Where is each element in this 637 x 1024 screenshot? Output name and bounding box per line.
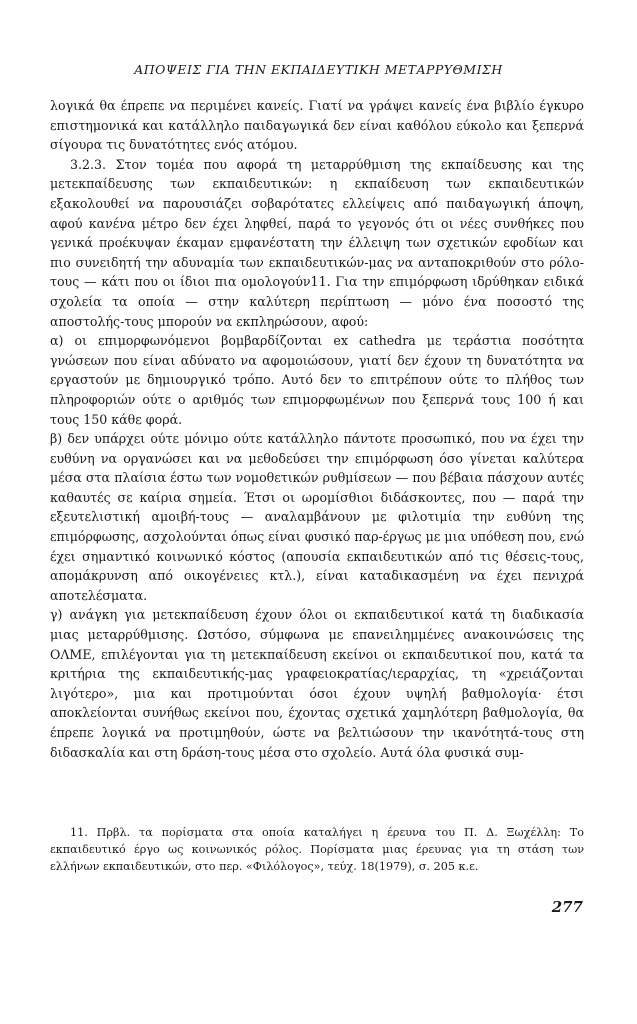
running-head: ΑΠΟΨΕΙΣ ΓΙΑ ΤΗΝ ΕΚΠΑΙΔΕΥΤΙΚΗ ΜΕΤΑΡΡΥΘΜΙΣΗ xyxy=(134,62,503,77)
body-text xyxy=(50,96,584,762)
paragraph-item-c: γ) ανάγκη για μετεκπαίδευση έχουν όλοι οι εκπαιδευτικοί κατά τη διαδικασία μιας μεταρρύθμισης. Ωστόσο, σύμφωνα με επανειλημμένες ανακοινώσεις της ΟΛΜΕ, επιλέγονται για τη μετεκπαίδευση εκείνοι οι εκπαιδευτικοί που, κατά τα κριτήρια της εκπαιδευτικής-μας γραφειοκρατίας/ιεραρχίας, τη «χρειάζονται λιγότερο», μια και προτιμούνται όσοι έχουν υψηλή βαθμολογία· έτσι αποκλείονται συνήθως εκείνοι που, έχοντας σχετικά χαμηλότερη βαθμολογία, θα έπρεπε λογικά να προτιμηθούν, ώστε να βελτιώσουν την ικανότητά-τους στη διδασκαλία και στη δράση-τους μέσα στο σχολείο. Αυτά όλα φυσικά συμ- xyxy=(50,607,584,760)
page-number: 277 xyxy=(551,898,583,916)
paragraph-item-a: α) οι επιμορφωνόμενοι βομβαρδίζονται ex cathedra με τεράστια ποσότητα γνώσεων που είναι αδύνατο να αφομοιώσουν, γιατί δεν έχουν τη δυνατότητα να εργαστούν με δημιουργικό τρόπο. Αυτό δεν το επιτρέπουν ούτε το πλήθος των πληροφοριών ούτε ο αριθμός των επιμορφωμένων που ξεπερνά τους 100 ή και τους 150 κάθε φορά. xyxy=(50,333,584,427)
paragraph-continuation: λογικά θα έπρεπε να περιμένει κανείς. Γιατί να γράψει κανείς ένα βιβλίο έγκυρο επιστημονικά και κατάλληλο παιδαγωγικά δεν είναι καθόλου εύκολο και ξεπερνά σίγουρα τις δυνατότητες ενός ατόμου. xyxy=(50,98,584,153)
paragraph-section-3-2-3: 3.2.3. Στον τομέα που αφορά τη μεταρρύθμιση της εκπαίδευσης και της μετεκπαίδευσης των εκπαιδευτικών: η εκπαίδευση των εκπαιδευτικών εξακολουθεί να παρουσιάζει σοβαρότατες ελλείψεις από παιδαγωγική άποψη, αφού κανένα μέτρο δεν έχει ληφθεί, παρά το γεγονός ότι οι νέες συνθήκες που γενικά προέκυψαν έκαμαν εμφανέστατη την έλλειψη των σχετικών εφοδίων και πιο συνειδητή την αδυναμία των εκπαιδευτικών-μας να ανταποκριθούν στο ρόλο-τους — κάτι που οι ίδιοι πια ομολογούν11. Για την επιμόρφωση ιδρύθηκαν ειδικά σχολεία τα οποία — στην καλύτερη περίπτωση — μόνο ένα ποσοστό της αποστολής-τους μπορούν να εκπληρώσουν, αφού: xyxy=(50,156,584,329)
footnote xyxy=(50,824,584,875)
paragraph-item-b: β) δεν υπάρχει ούτε μόνιμο ούτε κατάλληλο πάντοτε προσωπικό, που να έχει την ευθύνη να οργανώσει και να μεθοδεύσει την επιμόρφωση όσο γίνεται καλύτερα μέσα στα πλαίσια έστω των νομοθετικών ρυθμίσεων — που βέβαια πάσχουν αυτές καθαυτές σε καίρια σημεία. Έτσι οι ωρομίσθιοι διδάσκοντες, που — παρά την εξευτελιστική αμοιβή-τους — αναλαμβάνουν με φιλοτιμία την ευθύνη της επιμόρφωσης, ασχολούνται όπως είναι φυσικό παρ-έργως με μια υπόθεση που, ενώ έχει σημαντικό κοινωνικό κόστος (απουσία εκπαιδευτικών από τις θέσεις-τους, απομάκρυνση από οικογένειες κτλ.), είναι καταδικασμένη να έχει πενιχρά αποτελέσματα. xyxy=(50,431,584,603)
footnote-11: 11. Πρβλ. τα πορίσματα στα οποία καταλήγει η έρευνα του Π. Δ. Ξωχέλλη: Το εκπαιδευτικό έργο ως κοινωνικός ρόλος. Πορίσματα μιας έρευνας για τη στάση των ελλήνων εκπαιδευτικών, στο περ. «Φιλόλογος», τεύχ. 18(1979), σ. 205 κ.ε. xyxy=(50,826,584,873)
